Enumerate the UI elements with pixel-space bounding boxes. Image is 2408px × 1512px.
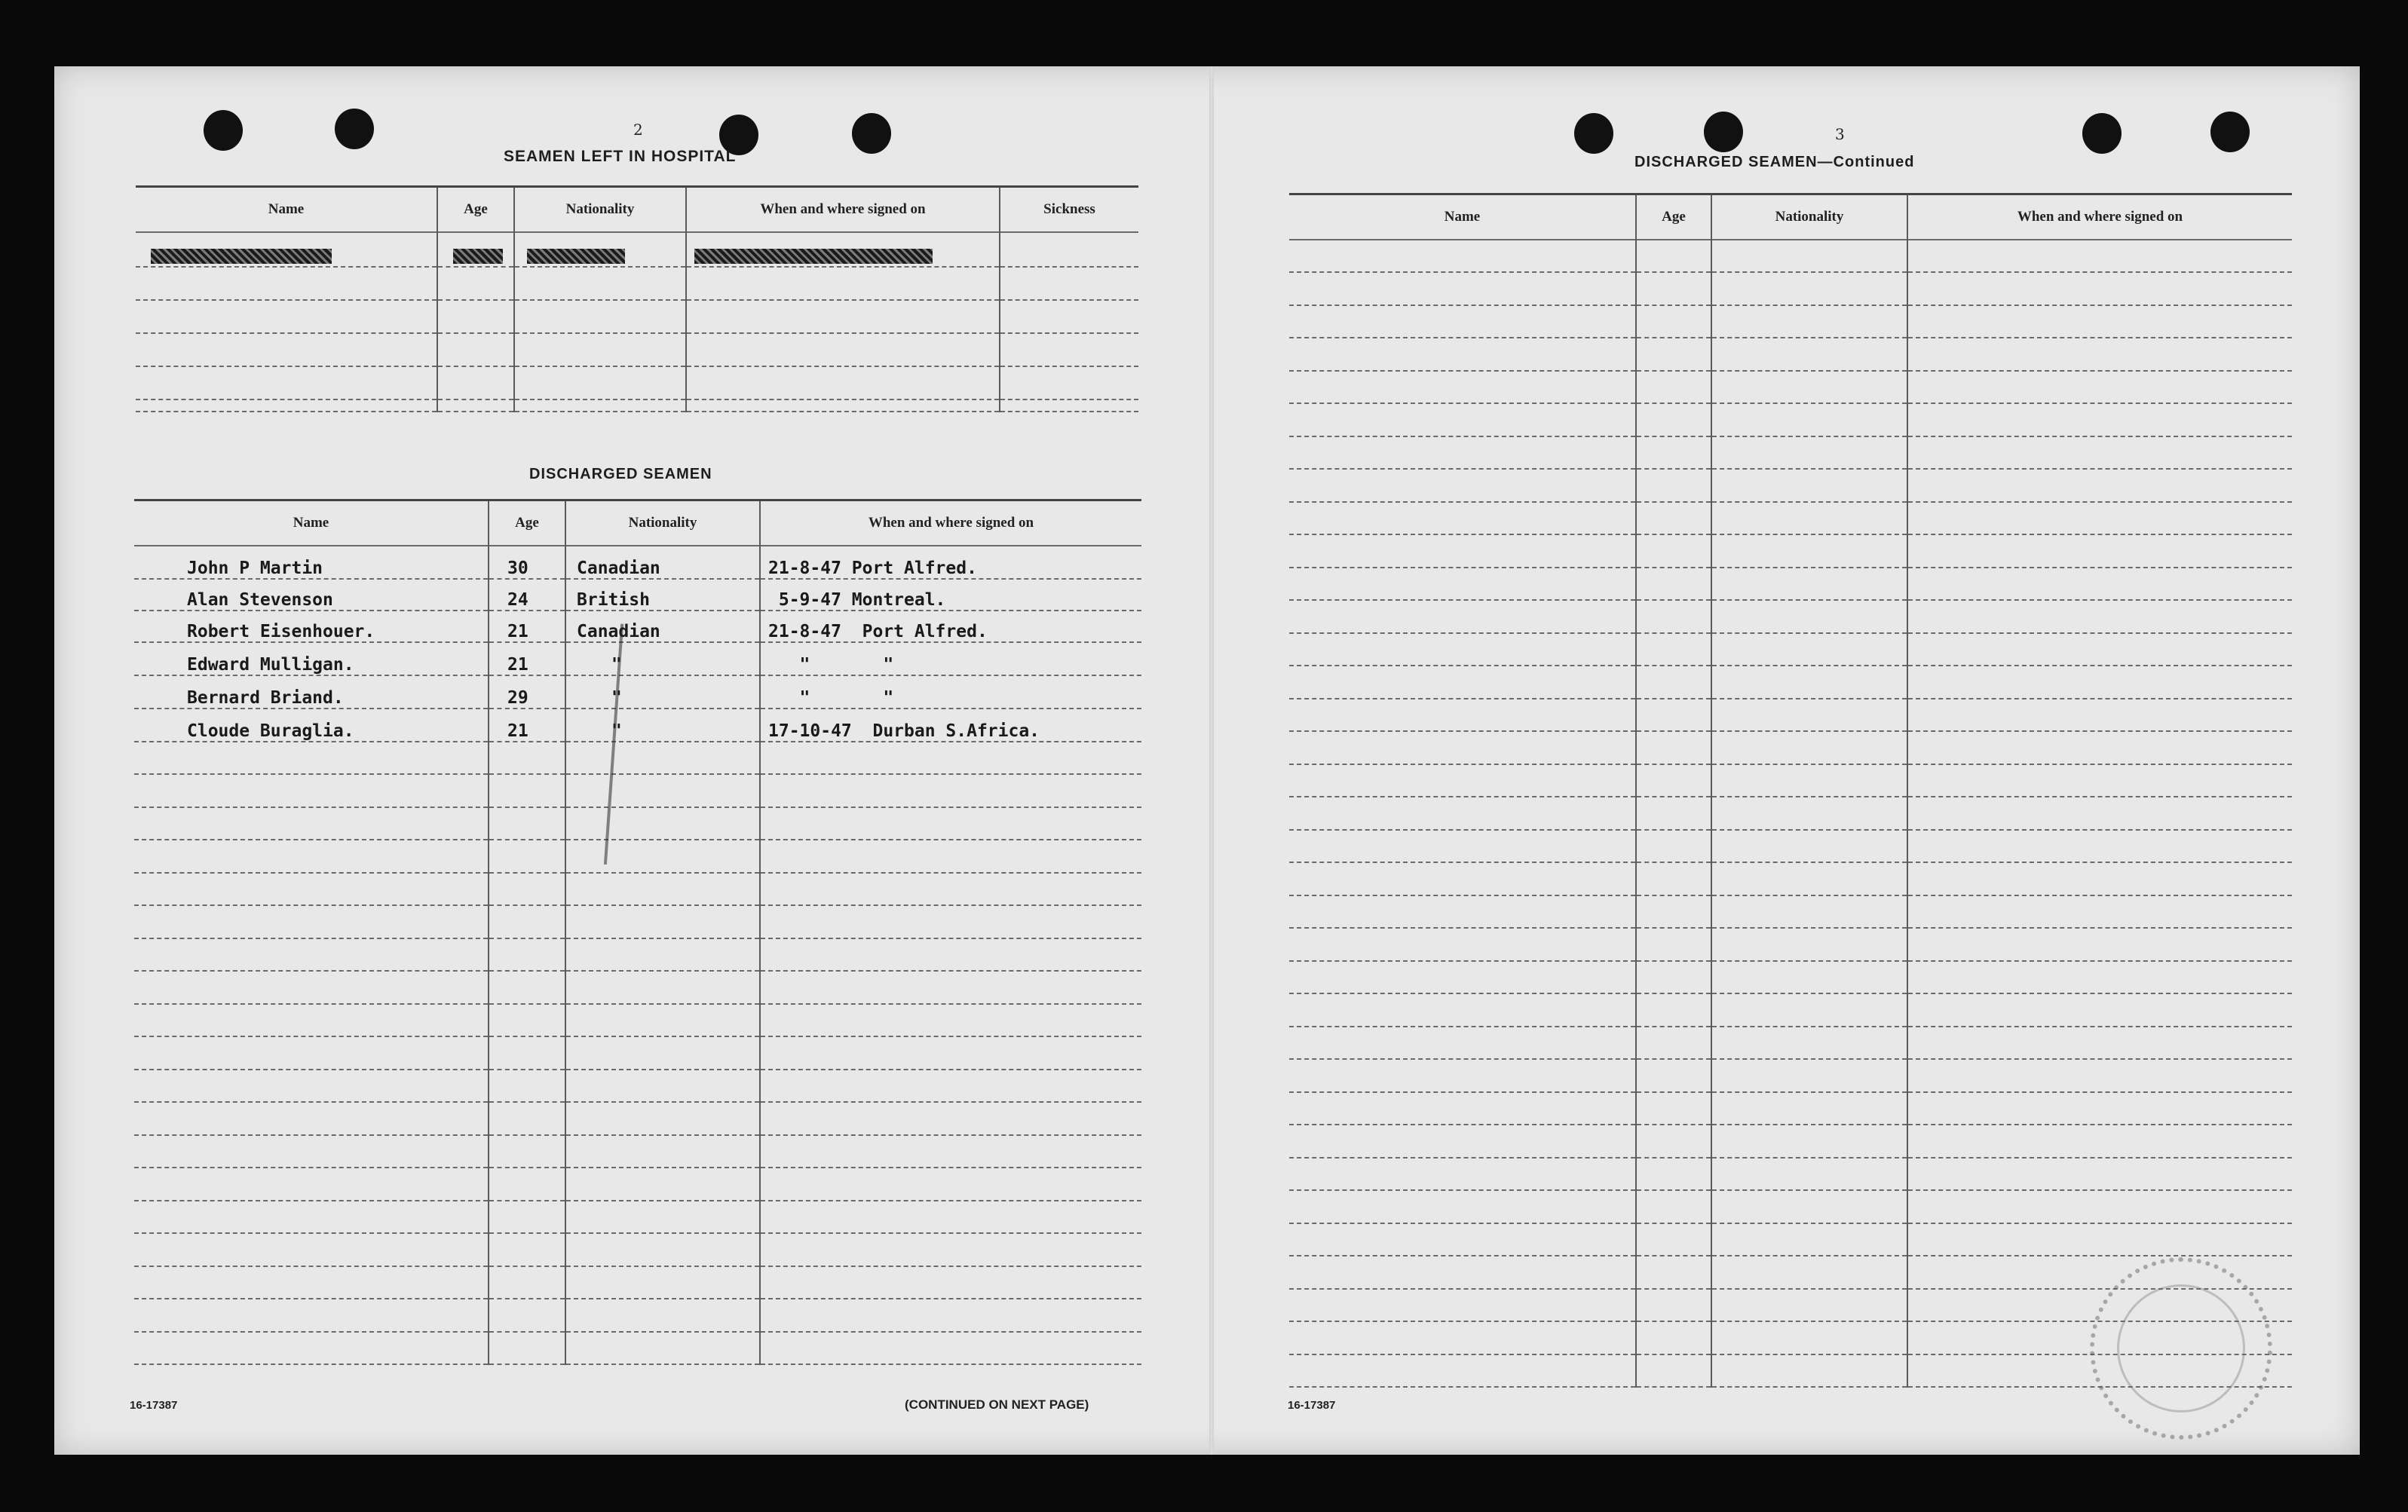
blank-row xyxy=(1289,1125,2292,1158)
blank-row xyxy=(1289,993,2292,1027)
seaman-signed-on: " " xyxy=(760,642,1141,675)
blank-row xyxy=(1289,1158,2292,1191)
blank-row xyxy=(1289,731,2292,764)
header-signed-on: When and where signed on xyxy=(1907,194,2292,240)
blank-row xyxy=(134,774,1141,807)
form-number: 16-17387 xyxy=(1288,1399,1336,1412)
discharged-section-title: DISCHARGED SEAMEN xyxy=(529,466,712,482)
seaman-age: 29 xyxy=(489,675,565,709)
blank-row xyxy=(134,1168,1141,1201)
left-page xyxy=(54,66,1209,1455)
blank-row xyxy=(134,1135,1141,1168)
blank-row xyxy=(1289,830,2292,863)
blank-row xyxy=(1289,1027,2292,1060)
blank-row xyxy=(1289,1092,2292,1125)
header-signed-on: When and where signed on xyxy=(760,500,1141,546)
blank-row xyxy=(1289,436,2292,470)
blank-row xyxy=(1289,895,2292,929)
seaman-signed-on: " " xyxy=(760,675,1141,709)
official-stamp xyxy=(2090,1257,2272,1440)
blank-row xyxy=(1289,862,2292,895)
blank-row xyxy=(134,873,1141,906)
header-age: Age xyxy=(1636,194,1711,240)
discharged-rows xyxy=(134,546,1141,1365)
page-number: 2 xyxy=(633,121,643,139)
header-age: Age xyxy=(489,500,565,546)
seaman-nationality: British xyxy=(565,579,760,611)
blank-row xyxy=(1289,666,2292,699)
blank-row xyxy=(1289,403,2292,436)
table-row xyxy=(134,675,1141,709)
header-name: Name xyxy=(268,200,305,217)
blank-row xyxy=(134,938,1141,972)
seaman-age: 21 xyxy=(489,709,565,742)
form-number: 16-17387 xyxy=(130,1399,178,1412)
seaman-age: 24 xyxy=(489,579,565,611)
blank-row xyxy=(134,1201,1141,1234)
table-row xyxy=(134,579,1141,611)
blank-row xyxy=(134,1102,1141,1135)
discharged-continued-table xyxy=(1289,193,2292,1388)
blank-row xyxy=(134,1036,1141,1070)
blank-row xyxy=(1289,1059,2292,1092)
redacted-cell xyxy=(136,232,437,267)
blank-row xyxy=(1289,338,2292,371)
blank-row xyxy=(1289,1223,2292,1256)
blank-row xyxy=(134,1332,1141,1365)
blank-row xyxy=(1289,600,2292,633)
page-number: 3 xyxy=(1835,125,1845,143)
blank-row xyxy=(1289,928,2292,961)
seaman-nationality: Canadian xyxy=(565,611,760,642)
table-row xyxy=(134,709,1141,742)
blank-row xyxy=(134,1299,1141,1332)
header-age: Age xyxy=(437,187,514,232)
hospital-table xyxy=(136,185,1138,412)
blank-row xyxy=(1289,469,2292,502)
blank-row xyxy=(134,1233,1141,1266)
redacted-cell xyxy=(437,232,514,267)
seaman-nationality: " xyxy=(565,642,760,675)
header-sickness: Sickness xyxy=(1000,187,1138,232)
seaman-nationality: " xyxy=(565,709,760,742)
table-row xyxy=(134,642,1141,675)
seaman-age: 30 xyxy=(489,546,565,579)
seaman-name: John P Martin xyxy=(134,546,489,579)
hospital-section-title: SEAMEN LEFT IN HOSPITAL xyxy=(504,148,737,165)
blank-row xyxy=(1289,961,2292,994)
seaman-name: Robert Eisenhouer. xyxy=(134,611,489,642)
blank-row xyxy=(1289,371,2292,404)
blank-row xyxy=(1289,1190,2292,1223)
header-name: Name xyxy=(1444,208,1481,225)
header-signed-on: When and where signed on xyxy=(686,187,1000,232)
blank-row xyxy=(134,807,1141,840)
blank-row xyxy=(1289,699,2292,732)
empty-ledger-rows xyxy=(1289,240,2292,1388)
ledger-sheet xyxy=(54,66,2360,1455)
blank-row xyxy=(1289,240,2292,273)
seaman-signed-on: 17-10-47 Durban S.Africa. xyxy=(760,709,1141,742)
seaman-name: Bernard Briand. xyxy=(134,675,489,709)
seaman-name: Alan Stevenson xyxy=(134,579,489,611)
blank-row xyxy=(1289,633,2292,666)
blank-row xyxy=(134,905,1141,938)
continued-note: (CONTINUED ON NEXT PAGE) xyxy=(905,1397,1089,1412)
hospital-rows xyxy=(136,232,1138,412)
blank-row xyxy=(134,840,1141,873)
seaman-signed-on: 21-8-47 Port Alfred. xyxy=(760,546,1141,579)
seaman-age: 21 xyxy=(489,642,565,675)
seaman-age: 21 xyxy=(489,611,565,642)
seaman-name: Cloude Buraglia. xyxy=(134,709,489,742)
seaman-signed-on: 21-8-47 Port Alfred. xyxy=(760,611,1141,642)
header-name: Name xyxy=(293,514,329,531)
redacted-cell xyxy=(514,232,686,267)
seaman-name: Edward Mulligan. xyxy=(134,642,489,675)
header-nationality: Nationality xyxy=(514,187,686,232)
header-nationality: Nationality xyxy=(1711,194,1907,240)
header-nationality: Nationality xyxy=(565,500,760,546)
blank-row xyxy=(1289,305,2292,338)
blank-row xyxy=(134,971,1141,1004)
blank-row xyxy=(1289,764,2292,797)
blank-row xyxy=(1289,534,2292,568)
blank-row xyxy=(1289,502,2292,535)
blank-row xyxy=(134,1266,1141,1299)
blank-row xyxy=(134,1004,1141,1037)
blank-row xyxy=(134,742,1141,775)
discharged-continued-title: DISCHARGED SEAMEN—Continued xyxy=(1634,154,1915,170)
blank-row xyxy=(134,1070,1141,1103)
blank-row xyxy=(1289,797,2292,830)
redacted-cell xyxy=(686,232,1000,267)
seaman-nationality: Canadian xyxy=(565,546,760,579)
blank-row xyxy=(1289,568,2292,601)
table-row xyxy=(134,546,1141,579)
right-page xyxy=(1214,66,2360,1455)
seaman-nationality: " xyxy=(565,675,760,709)
seaman-signed-on: 5-9-47 Montreal. xyxy=(760,579,1141,611)
blank-row xyxy=(1289,272,2292,305)
